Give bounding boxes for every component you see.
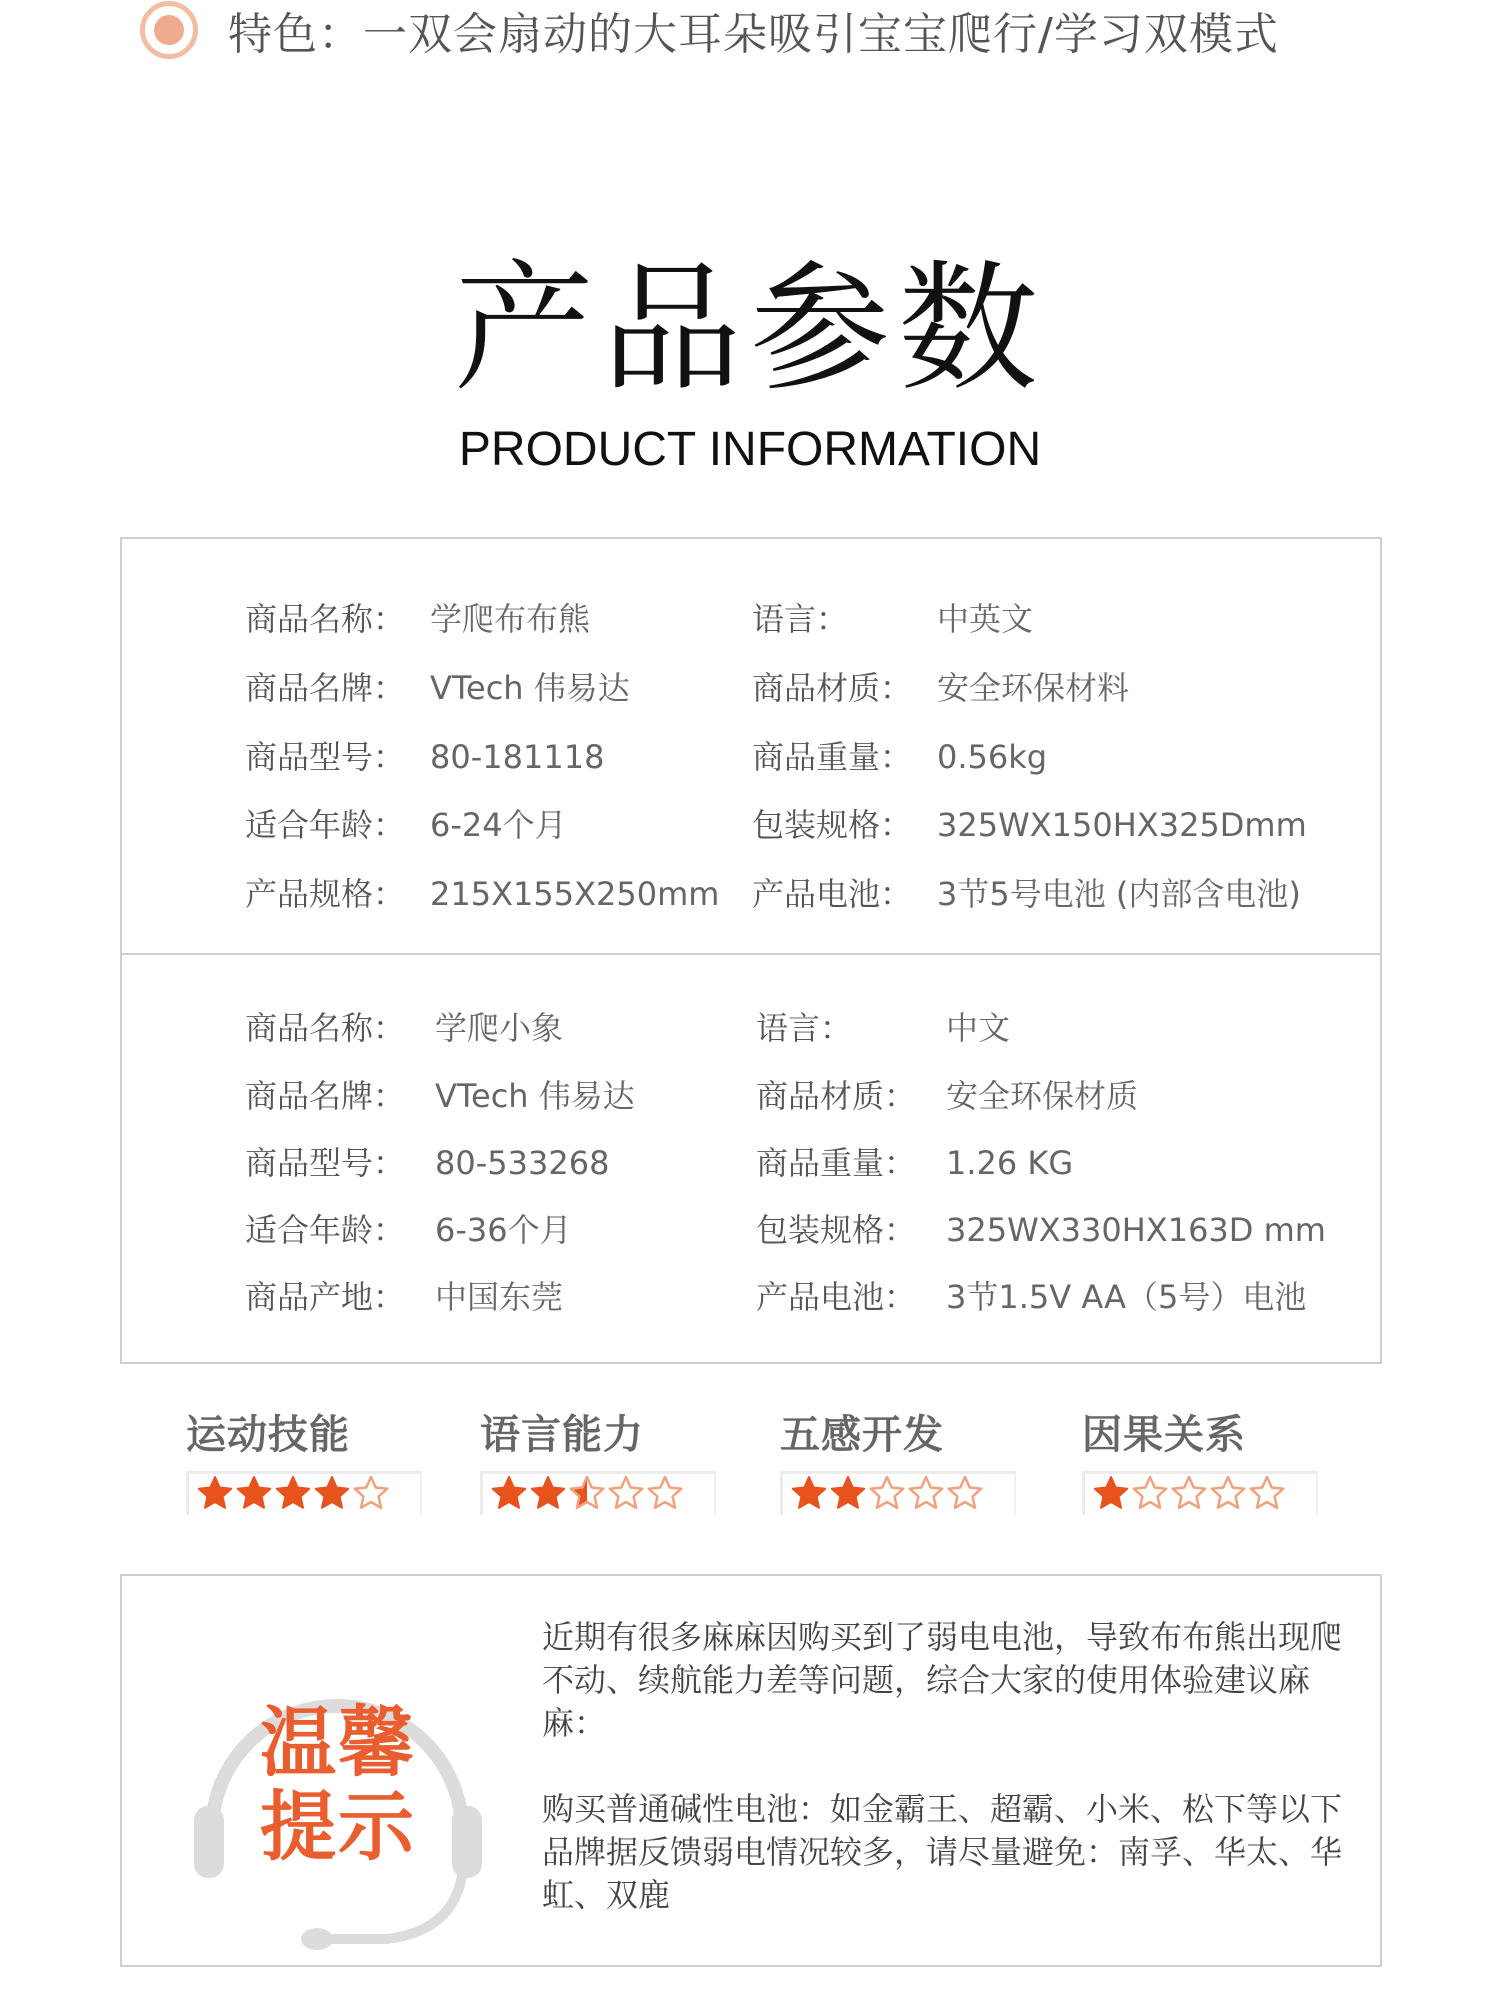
spec-key: 商品重量：	[752, 738, 913, 776]
spec-value: 1.26 KG	[946, 1144, 1074, 1182]
spec-value: 中英文	[937, 600, 1034, 638]
star-rating	[491, 1474, 711, 1514]
spec-table-bear	[120, 537, 1382, 955]
star-filled-icon	[832, 1477, 864, 1508]
spec-key: 商品型号：	[245, 1144, 406, 1182]
star-empty-icon	[1134, 1477, 1166, 1508]
spec-value: 325WX330HX163D mm	[946, 1211, 1326, 1249]
star-empty-icon	[910, 1477, 942, 1508]
section-title: 产品参数	[453, 248, 1046, 411]
spec-row	[122, 800, 1380, 850]
star-filled-icon	[199, 1477, 231, 1508]
star-filled-icon	[532, 1477, 564, 1508]
tip-paragraph: 购买普通碱性电池：如金霸王、超霸、小米、松下等以下品牌据反馈弱电情况较多，请尽量避免：南孚、华太、华虹、双鹿	[542, 1790, 1343, 1914]
spec-key: 商品名牌：	[245, 669, 406, 707]
rating-cause-effect	[1082, 1405, 1318, 1515]
spec-value: 80-181118	[430, 738, 605, 776]
spec-row	[122, 1205, 1380, 1255]
star-filled-icon	[1095, 1477, 1127, 1508]
spec-key: 商品型号：	[245, 738, 406, 776]
spec-key: 语言：	[756, 1009, 853, 1047]
spec-row	[122, 594, 1380, 644]
star-rating	[197, 1474, 417, 1514]
rating-senses	[780, 1405, 1016, 1515]
spec-key: 商品名称：	[245, 600, 406, 638]
feature-text: 特色：一双会扇动的大耳朵吸引宝宝爬行/学习双模式	[228, 9, 1279, 60]
star-filled-icon	[493, 1477, 525, 1508]
rating-label: 五感开发	[780, 1412, 944, 1458]
star-empty-icon	[355, 1477, 387, 1508]
spec-value: 安全环保材质	[946, 1077, 1139, 1115]
star-empty-icon	[1173, 1477, 1205, 1508]
spec-value: 80-533268	[435, 1144, 610, 1182]
spec-value: 中国东莞	[435, 1278, 564, 1316]
spec-table-elephant	[120, 953, 1382, 1364]
spec-value: 325WX150HX325Dmm	[937, 806, 1307, 844]
rating-bar	[1082, 1471, 1318, 1515]
star-filled-icon	[793, 1477, 825, 1508]
star-empty-icon	[871, 1477, 903, 1508]
spec-key: 商品材质：	[752, 669, 913, 707]
tip-title: 温馨提示	[260, 1698, 416, 1871]
star-filled-icon	[238, 1477, 270, 1508]
tip-paragraph: 近期有很多麻麻因购买到了弱电电池，导致布布熊出现爬不动、续航能力差等问题，综合大家的使用体验建议麻麻：	[542, 1618, 1343, 1742]
spec-value: 安全环保材料	[937, 669, 1130, 707]
rating-label: 语言能力	[480, 1412, 644, 1458]
spec-key: 商品产地：	[245, 1278, 406, 1316]
star-empty-icon	[610, 1477, 642, 1508]
star-empty-icon	[949, 1477, 981, 1508]
spec-key: 包装规格：	[756, 1211, 917, 1249]
spec-key: 商品名称：	[245, 1009, 406, 1047]
spec-key: 产品电池：	[752, 875, 913, 913]
tip-text	[542, 1616, 1342, 1917]
rating-language	[480, 1405, 716, 1515]
rating-label: 因果关系	[1082, 1412, 1246, 1458]
star-empty-icon	[649, 1477, 681, 1508]
spec-key: 适合年龄：	[245, 806, 406, 844]
spec-value: 6-24个月	[430, 806, 567, 844]
rating-motor-skills	[186, 1405, 422, 1515]
rating-bar	[186, 1471, 422, 1515]
spec-key: 商品名牌：	[245, 1077, 406, 1115]
spec-key: 商品材质：	[756, 1077, 917, 1115]
rating-bar	[480, 1471, 716, 1515]
star-rating	[1093, 1474, 1313, 1514]
spec-row	[122, 663, 1380, 713]
feature-line	[140, 0, 1279, 60]
spec-row	[122, 869, 1380, 919]
spec-value: VTech 伟易达	[435, 1077, 635, 1115]
section-subtitle: PRODUCT INFORMATION	[458, 423, 1042, 476]
target-circle-icon	[140, 1, 198, 59]
spec-value: 3节5号电池 (内部含电池)	[937, 875, 1301, 913]
skill-ratings	[0, 1405, 1500, 1525]
star-empty-icon	[1212, 1477, 1244, 1508]
spec-row	[122, 732, 1380, 782]
spec-key: 产品规格：	[245, 875, 406, 913]
rating-bar	[780, 1471, 1016, 1515]
star-half-icon	[571, 1477, 603, 1508]
star-empty-icon	[1251, 1477, 1283, 1508]
spec-row	[122, 1003, 1380, 1053]
spec-value: VTech 伟易达	[430, 669, 630, 707]
spec-key: 适合年龄：	[245, 1211, 406, 1249]
spec-value: 学爬布布熊	[430, 600, 591, 638]
star-filled-icon	[277, 1477, 309, 1508]
spec-key: 语言：	[752, 600, 849, 638]
spec-value: 0.56kg	[937, 738, 1048, 776]
spec-row	[122, 1272, 1380, 1322]
star-filled-icon	[316, 1477, 348, 1508]
spec-value: 3节1.5V AA（5号）电池	[946, 1278, 1307, 1316]
spec-row	[122, 1071, 1380, 1121]
star-rating	[791, 1474, 1011, 1514]
rating-label: 运动技能	[186, 1412, 350, 1458]
spec-key: 产品电池：	[756, 1278, 917, 1316]
spec-key: 包装规格：	[752, 806, 913, 844]
spec-value: 中文	[946, 1009, 1011, 1047]
tip-box	[120, 1574, 1382, 1967]
spec-value: 215X155X250mm	[430, 875, 720, 913]
spec-value: 学爬小象	[435, 1009, 564, 1047]
spec-row	[122, 1138, 1380, 1188]
spec-key: 商品重量：	[756, 1144, 917, 1182]
spec-value: 6-36个月	[435, 1211, 572, 1249]
